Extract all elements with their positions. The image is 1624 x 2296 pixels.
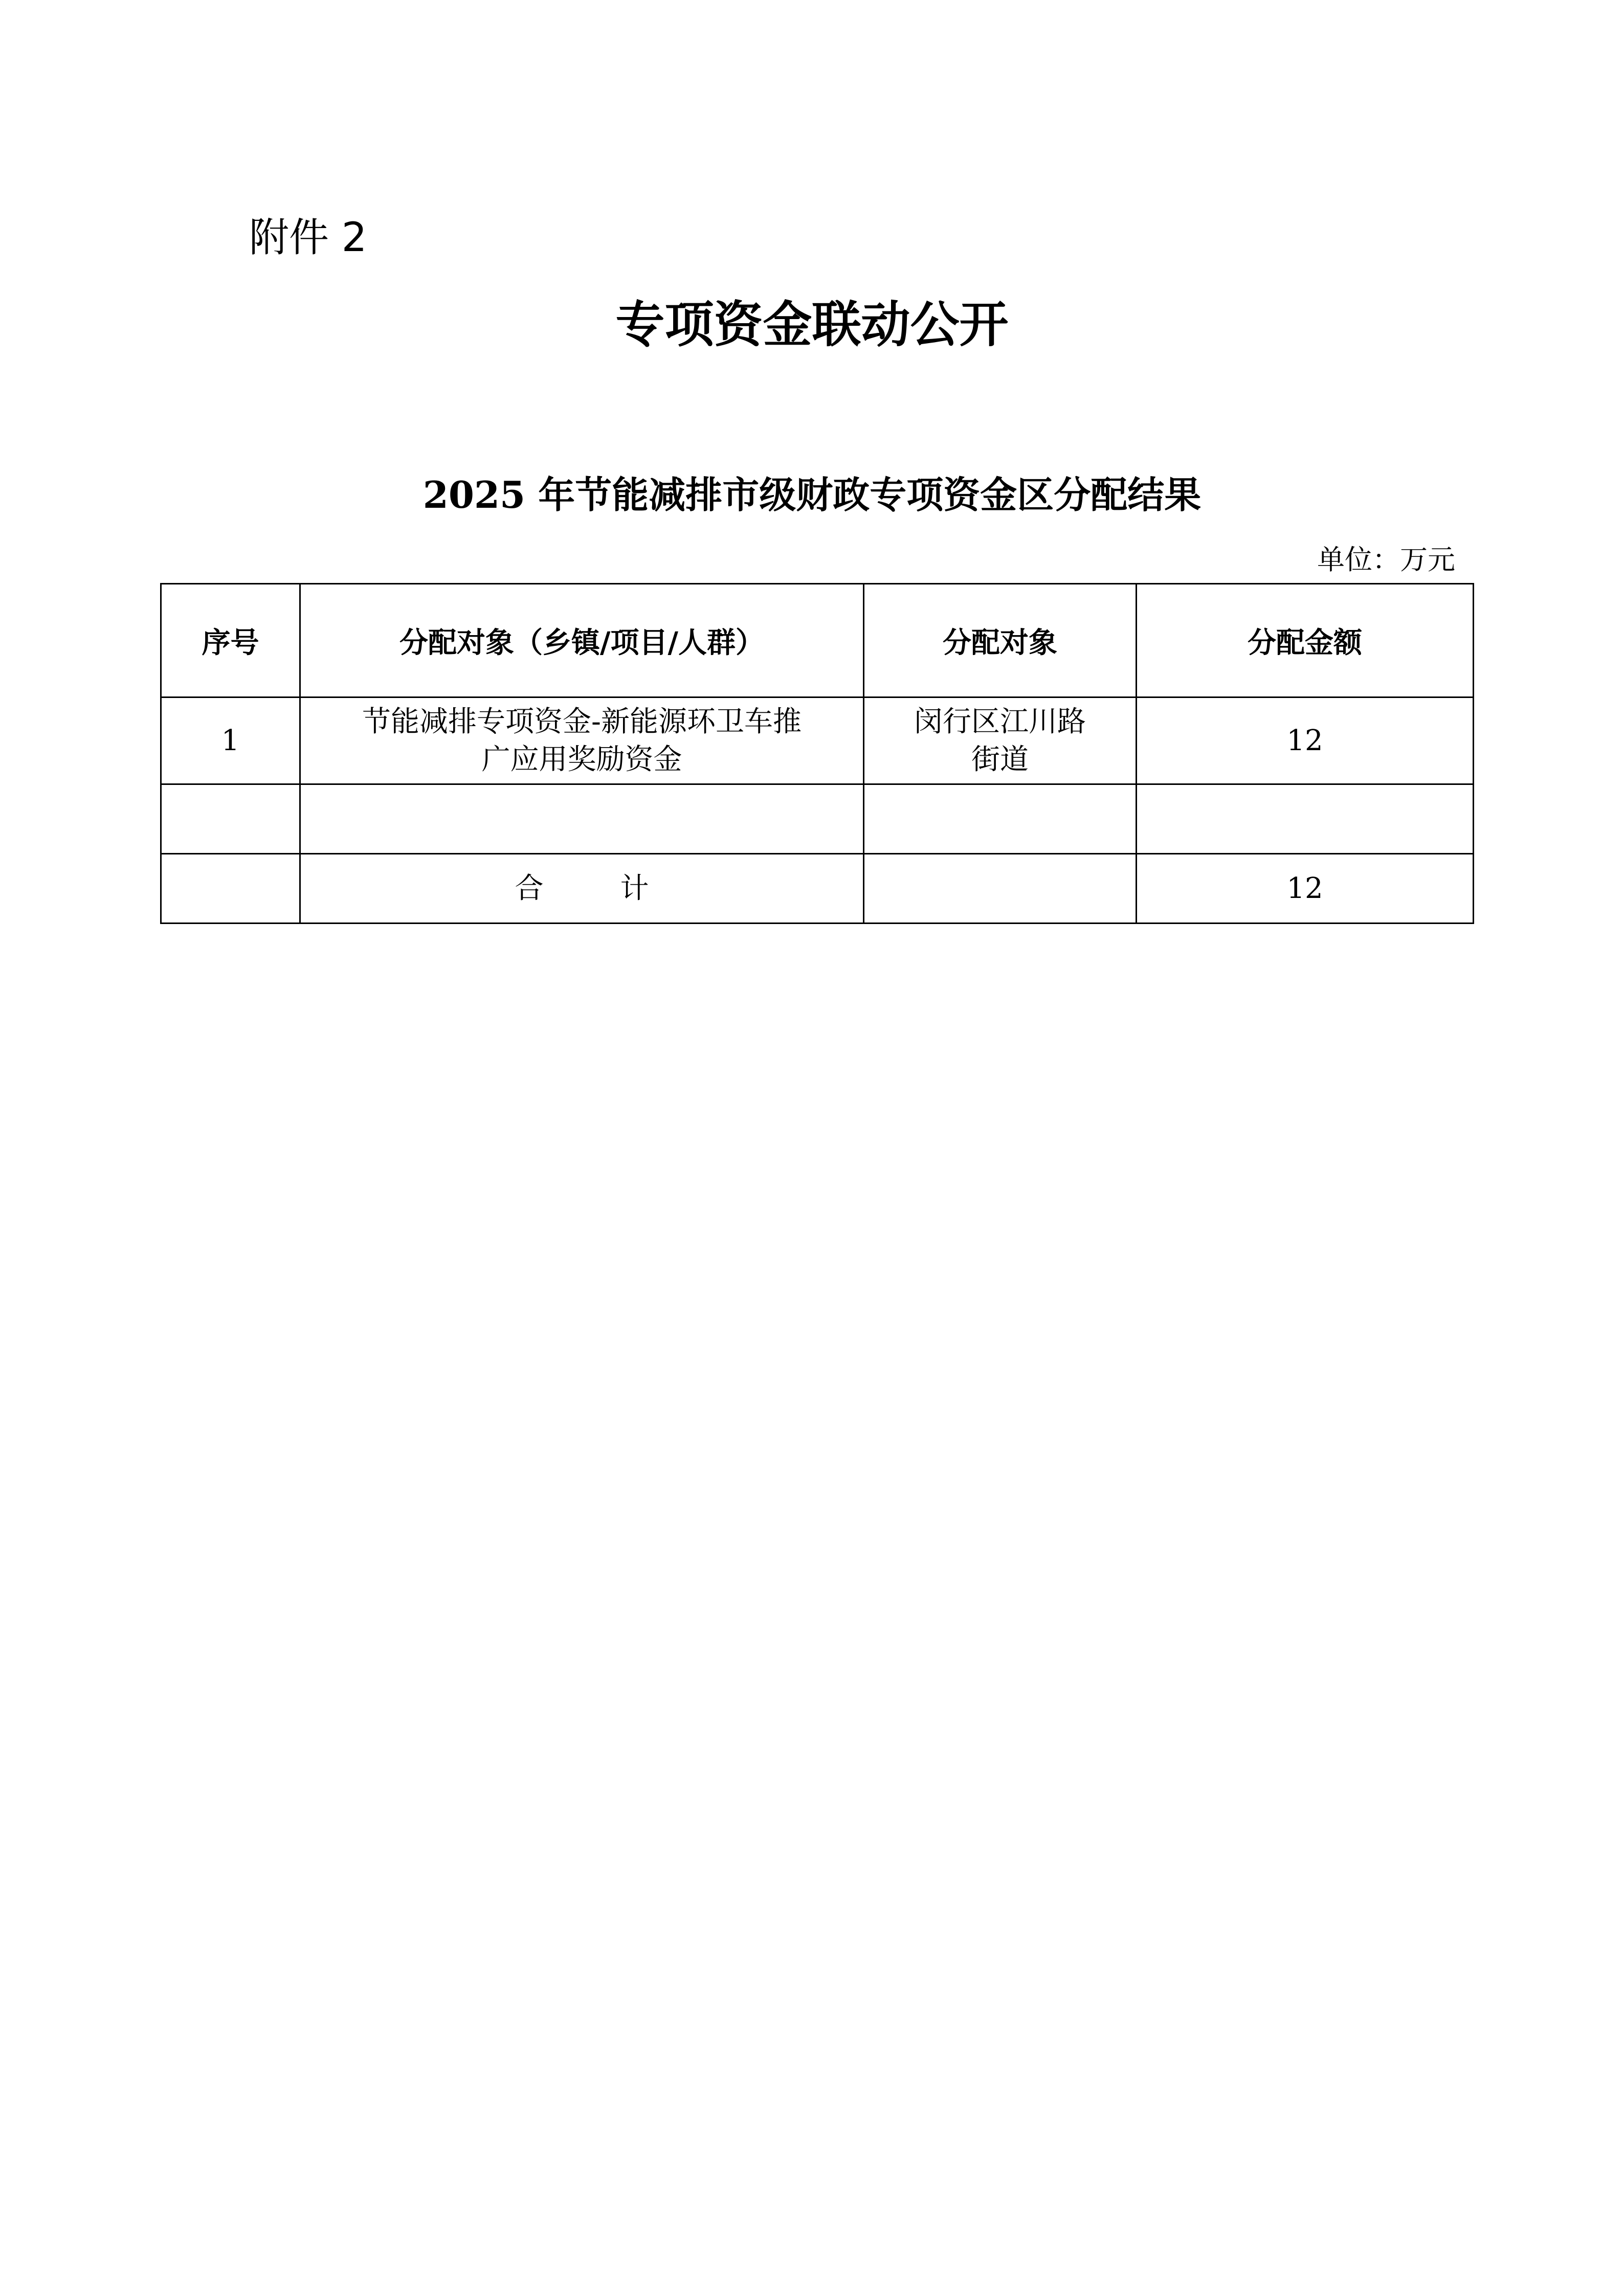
cell-target: [864, 697, 1137, 784]
cell-total-index: [161, 854, 300, 924]
cell-project: [300, 784, 864, 854]
header-allocation-project: 分配对象（乡镇/项目/人群）: [300, 584, 864, 697]
cell-project-line: 节能减排专项资金-新能源环卫车推: [362, 705, 802, 738]
cell-project-line: 广应用奖励资金: [481, 742, 682, 776]
cell-target-line: 闵行区江川路: [914, 705, 1086, 738]
document-title: 专项资金联动公开: [615, 296, 1009, 353]
header-index: 序号: [161, 584, 300, 697]
table-total-row: [161, 854, 1474, 924]
cell-index: 1: [161, 697, 300, 784]
table-row: [161, 697, 1474, 784]
table-header-row: [161, 584, 1474, 697]
cell-amount: [1137, 784, 1474, 854]
total-label-char: 计: [620, 871, 649, 905]
unit-note: 单位：万元: [1317, 544, 1455, 576]
total-label-char: 合: [515, 871, 544, 905]
cell-target: [864, 784, 1137, 854]
attachment-label: 附件 2: [249, 215, 367, 261]
cell-target-line: 街道: [971, 742, 1029, 776]
header-allocation-target: 分配对象: [864, 584, 1137, 697]
allocation-table: [160, 583, 1474, 924]
cell-total-amount: 12: [1137, 854, 1474, 924]
total-label: [300, 854, 864, 924]
cell-amount: 12: [1137, 697, 1474, 784]
header-allocation-amount: 分配金额: [1137, 584, 1474, 697]
table-title: 2025 年节能减排市级财政专项资金区分配结果: [422, 473, 1202, 516]
cell-index: [161, 784, 300, 854]
cell-project: [300, 697, 864, 784]
cell-total-target: [864, 854, 1137, 924]
table-row: [161, 784, 1474, 854]
